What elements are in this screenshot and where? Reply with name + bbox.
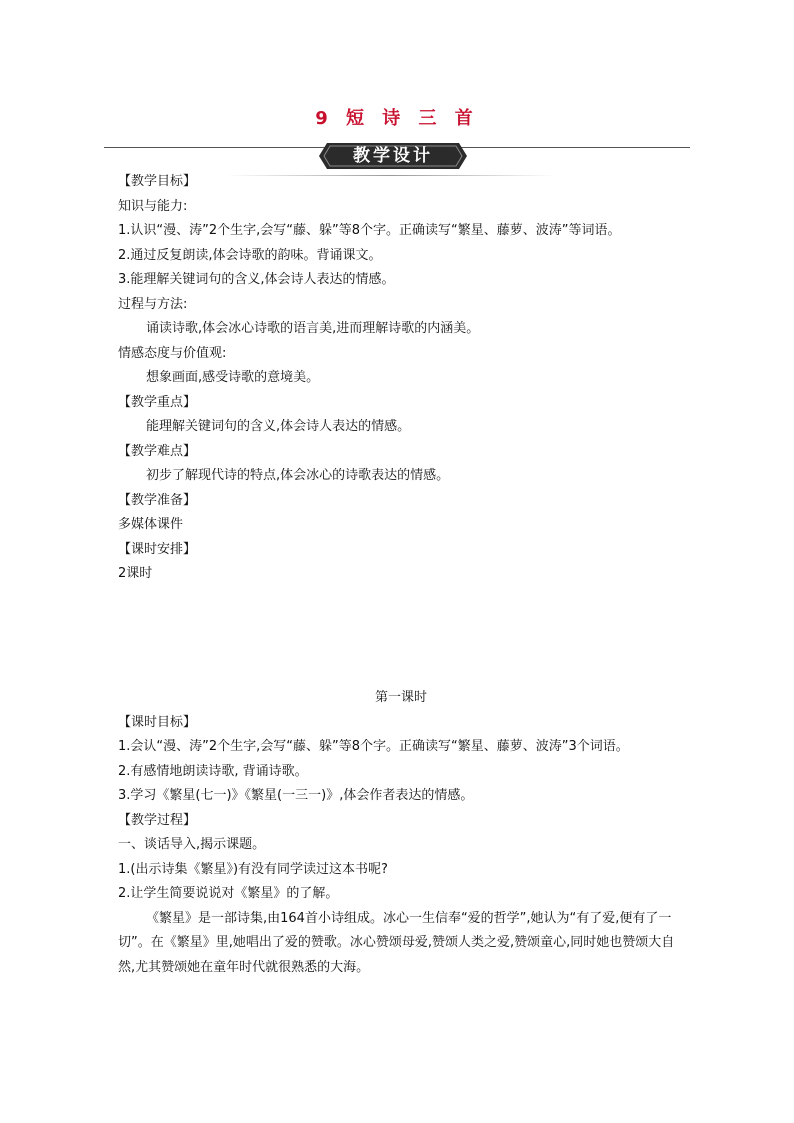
lesson-goal-2: 2.有感情地朗读诗歌, 背诵诗歌。 (118, 763, 308, 779)
lesson-goal-1: 1.会认“漫、涛”2个生字,会写“藤、躲”等8个字。正确读写“繁星、藤萝、波涛”3个词语。 (118, 739, 629, 754)
goals-heading: 【教学目标】 (118, 174, 197, 189)
prep-text: 多媒体课件 (118, 517, 184, 532)
intro-paragraph: 《繁星》是一部诗集,由164首小诗组成。冰心一生信奉“爱的哲学”,她认为“有了爱,便有了一切”。在《繁星》里,她唱出了爱的赞歌。冰心赞颂母爱,赞颂人类之爱,赞颂童心,同时她也赞颂大自然,尤其赞颂她在童年时代就很熟悉的大海。 (118, 910, 675, 975)
first-lesson-section (118, 686, 684, 980)
process-text: 诵读诗歌,体会冰心诗歌的语言美,进而理解诗歌的内涵美。 (146, 321, 480, 336)
emotion-label: 情感态度与价值观: (118, 345, 227, 361)
lesson-goals-heading: 【课时目标】 (118, 714, 197, 730)
key-heading: 【教学重点】 (118, 394, 197, 410)
banner-label: 教学设计 (353, 146, 433, 166)
knowledge-label: 知识与能力: (118, 198, 188, 214)
schedule-heading: 【课时安排】 (118, 541, 197, 557)
page-title: 9 短 诗 三 首 (315, 108, 479, 129)
goal-3: 3.能理解关键词句的含义,体会诗人表达的情感。 (118, 272, 395, 287)
process-label: 过程与方法: (118, 296, 188, 312)
question-1: 1.(出示诗集《繁星》)有没有同学读过这本书呢? (118, 861, 388, 877)
goal-2: 2.通过反复朗读,体会诗歌的韵味。背诵课文。 (118, 247, 382, 263)
schedule-text: 2课时 (118, 566, 153, 581)
emotion-text: 想象画面,感受诗歌的意境美。 (146, 370, 320, 385)
step-1: 一、谈话导入,揭示课题。 (118, 837, 266, 852)
process-heading: 【教学过程】 (118, 812, 197, 828)
difficult-heading: 【教学难点】 (118, 443, 197, 459)
teaching-design-section (118, 170, 684, 587)
difficult-text: 初步了解现代诗的特点,体会冰心的诗歌表达的情感。 (146, 468, 450, 483)
key-text: 能理解关键词句的含义,体会诗人表达的情感。 (146, 419, 411, 434)
lesson-title: 第一课时 (374, 690, 427, 705)
lesson-goal-3: 3.学习《繁星(七一)》《繁星(一三一)》,体会作者表达的情感。 (118, 788, 474, 803)
prep-heading: 【教学准备】 (118, 492, 197, 508)
goal-1: 1.认识“漫、涛”2个生字,会写“藤、躲”等8个字。正确读写“繁星、藤萝、波涛”等词语。 (118, 223, 621, 238)
question-2: 2.让学生简要说说对《繁星》的了解。 (118, 886, 339, 901)
